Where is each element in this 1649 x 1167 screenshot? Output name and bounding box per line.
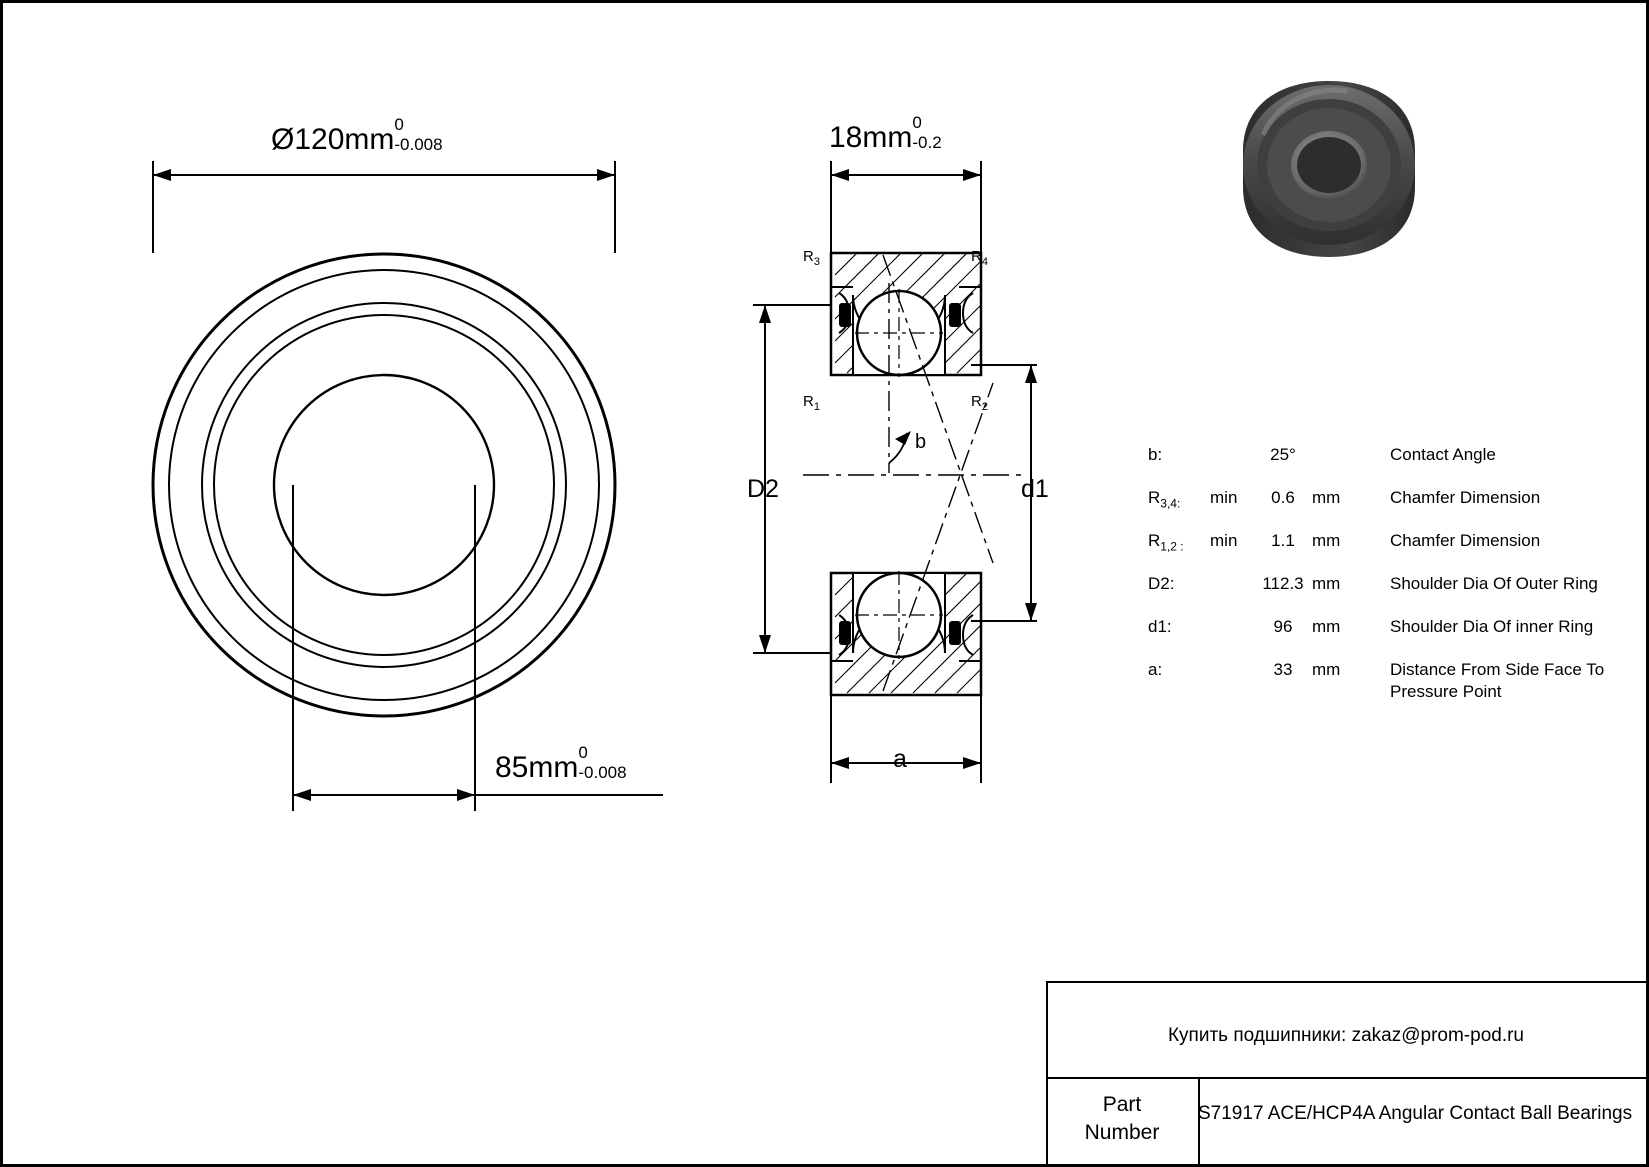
width-value: 18mm: [829, 121, 913, 154]
r4-label: $R_4$: [971, 248, 988, 268]
spec-value: 1.1: [1271, 530, 1295, 550]
specification-table: [1148, 435, 1618, 712]
width-dimension-line: [831, 161, 981, 261]
spec-symbol: $R_{3,4:}$: [1148, 487, 1181, 511]
od-tol-lower: -0.008: [394, 134, 443, 154]
spec-unit: mm: [1312, 573, 1341, 593]
title-block-border-left: [1046, 981, 1048, 1164]
od-value: Ø120mm: [271, 123, 395, 156]
spec-min: [1210, 650, 1254, 712]
spec-description: Chamfer Dimension: [1390, 530, 1541, 550]
section-view: [743, 143, 1063, 823]
bore-tol-upper: 0: [578, 742, 588, 762]
od-tol-upper: 0: [394, 114, 404, 134]
r2-label: $R_2$: [971, 393, 988, 413]
spec-row: [1148, 435, 1618, 478]
front-view: [123, 143, 683, 823]
contact-note: Купить подшипники: zakaz@prom-pod.ru: [1167, 1025, 1525, 1046]
spec-min: min: [1210, 530, 1238, 550]
spec-row: [1148, 564, 1618, 607]
title-block-divider: [1046, 1077, 1646, 1079]
spec-row: [1148, 478, 1618, 521]
width-label: [829, 112, 942, 160]
r3-label: $R_3$: [803, 248, 820, 268]
spec-symbol: d1:: [1148, 616, 1172, 636]
spec-symbol: $R_{1,2 :}$: [1148, 530, 1184, 554]
r1-label: $R_1$: [803, 393, 820, 413]
spec-unit: [1312, 435, 1390, 478]
spec-unit: mm: [1312, 487, 1341, 507]
spec-row: [1148, 521, 1618, 564]
spec-row: [1148, 607, 1618, 650]
spec-min: [1210, 607, 1254, 650]
width-tol-upper: 0: [912, 112, 922, 132]
spec-description: Shoulder Dia Of Outer Ring: [1390, 573, 1598, 593]
spec-symbol: a:: [1148, 659, 1163, 679]
spec-symbol: D2:: [1148, 573, 1175, 593]
spec-min: min: [1210, 487, 1238, 507]
bearing-photo: [1219, 65, 1439, 285]
outer-diameter-label: [271, 114, 443, 162]
spec-value: 0.6: [1271, 487, 1295, 507]
spec-description: Chamfer Dimension: [1390, 487, 1541, 507]
spec-unit: mm: [1312, 616, 1341, 636]
a-label: a: [893, 745, 907, 773]
d2-label: D2: [747, 475, 779, 503]
spec-value: 33: [1273, 659, 1293, 679]
width-tol-lower: -0.2: [912, 132, 942, 152]
d1-label: d1: [1021, 475, 1049, 503]
spec-value: 25°: [1270, 445, 1296, 464]
spec-unit: mm: [1312, 659, 1341, 679]
spec-description: Contact Angle: [1390, 445, 1496, 464]
spec-unit: mm: [1312, 530, 1341, 550]
spec-description: Distance From Side Face To Pressure Point: [1390, 659, 1605, 702]
bore-diameter-label: [495, 742, 627, 790]
title-block-border-top: [1046, 981, 1646, 983]
bore-value: 85mm: [495, 751, 579, 784]
spec-min: [1210, 435, 1254, 478]
spec-min: [1210, 564, 1254, 607]
spec-row: [1148, 650, 1618, 712]
bore-tol-lower: -0.008: [578, 762, 627, 782]
spec-symbol: b:: [1148, 445, 1163, 464]
b-label: b: [915, 431, 927, 453]
od-dimension-line: [153, 161, 615, 253]
part-number-label: Part Number: [1084, 1093, 1160, 1145]
spec-value: 96: [1273, 616, 1293, 636]
part-number-value: S71917 ACE/HCP4A Angular Contact Ball Bearings: [1198, 1103, 1633, 1124]
spec-value: 112.3: [1262, 573, 1304, 593]
spec-description: Shoulder Dia Of inner Ring: [1390, 616, 1594, 636]
